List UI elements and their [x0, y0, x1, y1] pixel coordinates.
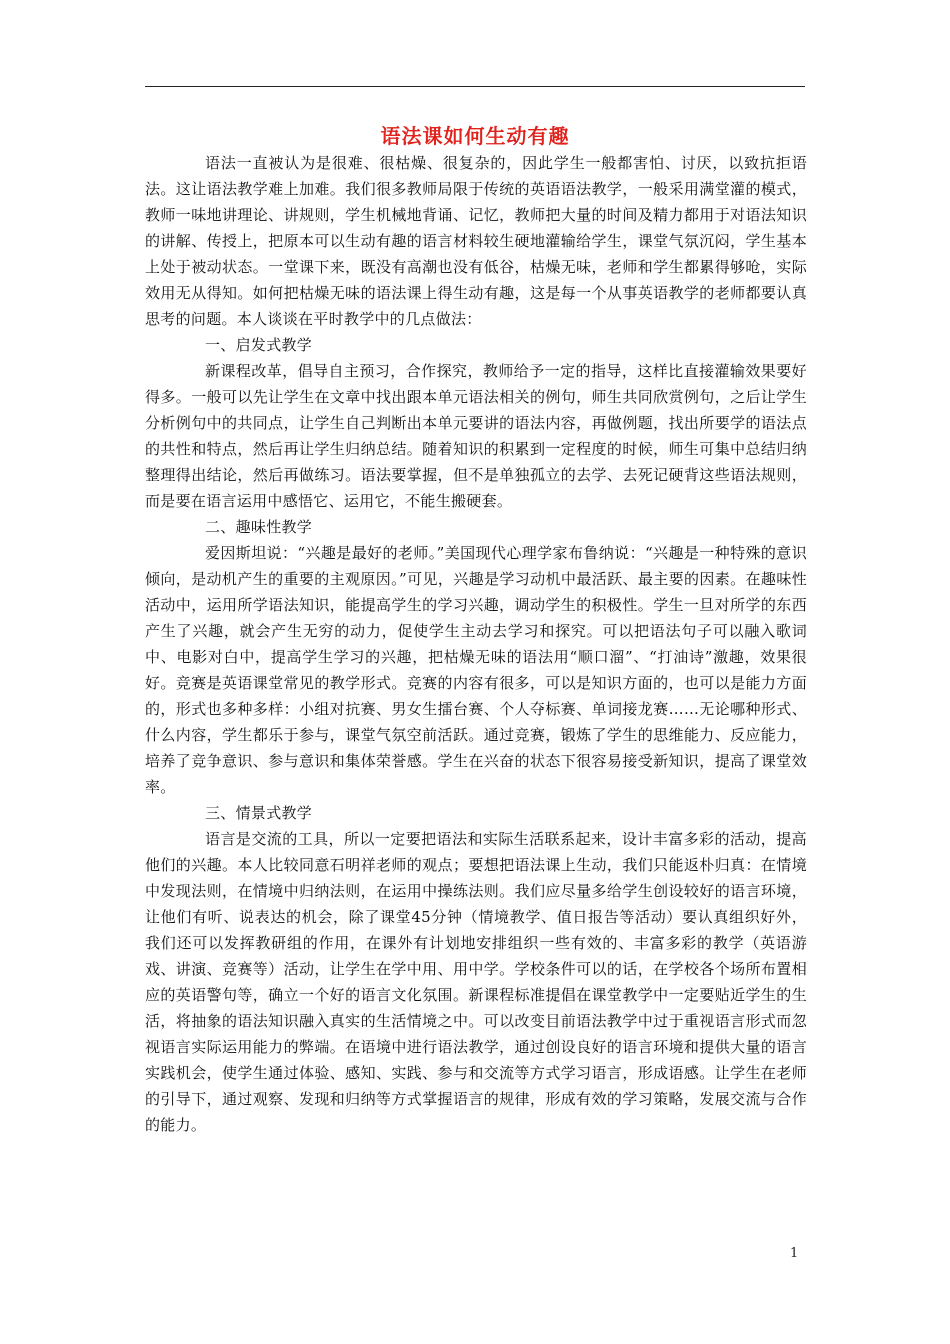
section-heading-1: 一、启发式教学	[205, 336, 313, 354]
section-heading-3: 三、情景式教学	[205, 804, 313, 822]
intro-paragraph: 语法一直被认为是很难、很枯燥、很复杂的，因此学生一般都害怕、讨厌，以致抗拒语法。这让语法教学难上加难。我们很多教师局限于传统的英语语法教学，一般采用满堂灌的模式，教师一味地讲理论、讲规则，学生机械地背诵、记忆，教师把大量的时间及精力都用于对语法知识的讲解、传授上，把原本可以生动有趣的语言材料较生硬地灌输给学生，课堂气氛沉闷，学生基本上处于被动状态。一堂课下来，既没有高潮也没有低谷，枯燥无味，老师和学生都累得够呛，实际效用无从得知。如何把枯燥无味的语法课上得生动有趣，这是每一个从事英语教学的老师都要认真思考的问题。本人谈谈在平时教学中的几点做法：	[145, 154, 807, 328]
section-heading-2: 二、趣味性教学	[205, 518, 313, 536]
header-rule	[145, 86, 805, 87]
document-title: 语法课如何生动有趣	[380, 124, 570, 148]
section-paragraph-1: 新课程改革，倡导自主预习，合作探究，教师给予一定的指导，这样比直接灌输效果要好得多。一般可以先让学生在文章中找出跟本单元语法相关的例句，师生共同欣赏例句，之后让学生分析例句中的共同点，让学生自己判断出本单元要讲的语法内容，再做例题，找出所要学的语法点的共性和特点，然后再让学生归纳总结。随着知识的积累到一定程度的时候，师生可集中总结归纳整理得出结论，然后再做练习。语法要掌握，但不是单独孤立的去学、去死记硬背这些语法规则，而是要在语言运用中感悟它、运用它，不能生搬硬套。	[145, 362, 807, 510]
document-body	[145, 150, 807, 1138]
section-paragraph-3: 语言是交流的工具，所以一定要把语法和实际生活联系起来，设计丰富多彩的活动，提高他们的兴趣。本人比较同意石明祥老师的观点；要想把语法课上生动，我们只能返朴归真：在情境中发现法则，在情境中归纳法则，在运用中操练法则。我们应尽量多给学生创设较好的语言环境，让他们有听、说表达的机会，除了课堂45分钟（情境教学、值日报告等活动）要认真组织好外，我们还可以发挥教研组的作用，在课外有计划地安排组织一些有效的、丰富多彩的教学（英语游戏、讲演、竞赛等）活动，让学生在学中用、用中学。学校条件可以的话，在学校各个场所布置相应的英语警句等，确立一个好的语言文化氛围。新课程标准提倡在课堂教学中一定要贴近学生的生活，将抽象的语法知识融入真实的生活情境之中。可以改变目前语法教学中过于重视语言形式而忽视语言实际运用能力的弊端。在语境中进行语法教学，通过创设良好的语言环境和提供大量的语言实践机会，使学生通过体验、感知、实践、参与和交流等方式学习语言，形成语感。让学生在老师的引导下，通过观察、发现和归纳等方式掌握语言的规律，形成有效的学习策略，发展交流与合作的能力。	[145, 830, 807, 1134]
page-number: 1	[790, 1246, 799, 1261]
section-paragraph-2: 爱因斯坦说：“兴趣是最好的老师。”美国现代心理学家布鲁纳说：“兴趣是一种特殊的意识倾向，是动机产生的重要的主观原因。”可见，兴趣是学习动机中最活跃、最主要的因素。在趣味性活动中，运用所学语法知识，能提高学生的学习兴趣，调动学生的积极性。学生一旦对所学的东西产生了兴趣，就会产生无穷的动力，促使学生主动去学习和探究。可以把语法句子可以融入歌词中、电影对白中，提高学生学习的兴趣，把枯燥无味的语法用“顺口溜”、“打油诗”激趣，效果很好。竞赛是英语课堂常见的教学形式。竞赛的内容有很多，可以是知识方面的，也可以是能力方面的，形式也多种多样：小组对抗赛、男女生擂台赛、个人夺标赛、单词接龙赛……无论哪种形式、什么内容，学生都乐于参与，课堂气氛空前活跃。通过竞赛，锻炼了学生的思维能力、反应能力，培养了竞争意识、参与意识和集体荣誉感。学生在兴奋的状态下很容易接受新知识，提高了课堂效率。	[145, 544, 807, 796]
